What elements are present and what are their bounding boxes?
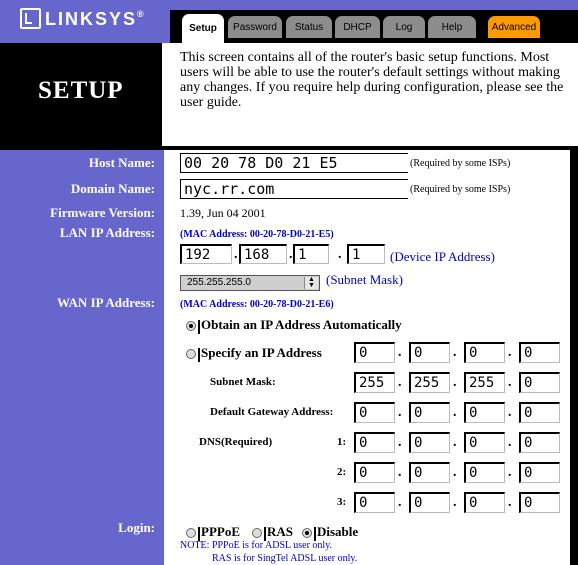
wan-ip-label: WAN IP Address: [56,295,155,310]
tab-help[interactable]: Help [428,16,476,38]
login-pppoe-radio[interactable] [186,528,196,538]
login-note-pppoe: NOTE: PPPoE is for ADSL user only. [180,540,333,551]
dot-separator: . [453,345,457,360]
gateway-octet-4[interactable] [519,402,560,423]
wan-subnet-octet-2[interactable] [409,372,450,393]
dot-separator: . [508,405,512,420]
dns1-octet-3[interactable] [464,432,505,453]
tab-password[interactable]: Password [228,16,282,38]
dot-separator: . [398,375,402,390]
domain-name-input[interactable] [180,179,408,199]
obtain-ip-label: Obtain an IP Address Automatically [201,317,402,332]
dns1-label: 1: [337,436,347,448]
linksys-logo [20,8,144,30]
dot-separator: . [398,345,402,360]
page-title: SETUP [38,77,124,104]
dns2-octet-3[interactable] [464,462,505,483]
wan-subnet-octet-4[interactable] [519,372,560,393]
obtain-ip-radio[interactable] [186,321,196,331]
dot-separator: . [453,465,457,480]
dns2-octet-1[interactable] [354,462,395,483]
lan-ip-octet-1[interactable] [180,244,232,264]
dot-separator: . [398,435,402,450]
login-pppoe-label: PPPoE [201,524,240,539]
tab-status[interactable]: Status [286,16,332,38]
subnet-mask-select[interactable] [180,275,320,291]
wan-ip-octet-1[interactable] [354,342,395,363]
login-label: Login: [118,520,155,535]
dot-separator: . [508,495,512,510]
gateway-label: Default Gateway Address: [210,406,334,418]
login-ras-label: RAS [267,524,294,539]
specify-ip-radio[interactable] [186,349,196,359]
domain-name-note: (Required by some ISPs) [410,184,511,195]
login-ras-radio[interactable] [252,528,262,538]
tab-advanced[interactable]: Advanced [488,16,540,38]
dot-separator: . [234,247,238,262]
gateway-octet-2[interactable] [409,402,450,423]
device-ip-note: (Device IP Address) [390,249,495,264]
dot-separator: . [338,247,342,262]
dns-label: DNS(Required) [199,436,273,448]
dns3-octet-3[interactable] [464,492,505,513]
firmware-version-value: 1.39, Jun 04 2001 [180,206,266,220]
gateway-octet-3[interactable] [464,402,505,423]
dns2-label: 2: [337,466,347,478]
gateway-octet-1[interactable] [354,402,395,423]
subnet-mask-value: 255.255.255.0 [187,277,251,288]
dot-separator: . [453,435,457,450]
dot-separator: . [398,495,402,510]
dns3-octet-2[interactable] [409,492,450,513]
dot-separator: . [508,345,512,360]
dot-separator: . [453,375,457,390]
dot-separator: . [453,495,457,510]
dot-separator: . [508,465,512,480]
specify-ip-label: Specify an IP Address [201,345,322,360]
select-arrows-icon[interactable]: ▲ ▼ [304,277,318,289]
dot-separator: . [508,375,512,390]
wan-subnet-label: Subnet Mask: [210,376,276,388]
lan-mac-address: (MAC Address: 00-20-78-D0-21-E5) [180,229,334,240]
firmware-version-label: Firmware Version: [50,205,155,220]
tab-setup[interactable]: Setup [182,14,224,43]
wan-mac-address: (MAC Address: 00-20-78-D0-21-E6) [180,299,334,310]
dns2-octet-4[interactable] [519,462,560,483]
tab-log[interactable]: Log [383,16,425,38]
dns3-octet-1[interactable] [354,492,395,513]
dot-separator: . [398,465,402,480]
lan-ip-label: LAN IP Address: [59,225,155,240]
right-border [570,150,578,565]
logo-text: LINKSYS [45,9,138,29]
login-disable-radio[interactable] [302,528,312,538]
lan-ip-octet-4[interactable] [347,244,385,264]
dns3-octet-4[interactable] [519,492,560,513]
lan-ip-octet-2[interactable] [239,244,287,264]
host-name-input[interactable] [180,153,408,173]
dns2-octet-2[interactable] [409,462,450,483]
lan-ip-octet-3[interactable] [293,244,329,264]
dns1-octet-4[interactable] [519,432,560,453]
wan-subnet-octet-1[interactable] [354,372,395,393]
login-note-ras: RAS is for SingTel ADSL user only. [212,553,358,564]
subnet-mask-note: (Subnet Mask) [326,272,403,287]
tab-dhcp[interactable]: DHCP [335,16,380,38]
dot-separator: . [398,405,402,420]
login-disable-label: Disable [317,524,359,539]
logo-registered-mark: ® [137,9,144,19]
dot-separator: . [453,405,457,420]
host-name-note: (Required by some ISPs) [410,158,511,169]
wan-subnet-octet-3[interactable] [464,372,505,393]
wan-ip-octet-2[interactable] [409,342,450,363]
wan-ip-octet-3[interactable] [464,342,505,363]
wan-ip-octet-4[interactable] [519,342,560,363]
linksys-logo-icon [20,8,41,29]
intro-text: This screen contains all of the router's basic setup functions. Most users will be able to use the router's default settings without making any changes. If you require help during configuration, please see the user guide. [180,50,564,110]
dot-separator: . [508,435,512,450]
domain-name-label: Domain Name: [70,181,155,196]
dot-separator: . [289,247,293,262]
dns1-octet-1[interactable] [354,432,395,453]
dns3-label: 3: [337,496,347,508]
dns1-octet-2[interactable] [409,432,450,453]
host-name-label: Host Name: [88,155,155,170]
